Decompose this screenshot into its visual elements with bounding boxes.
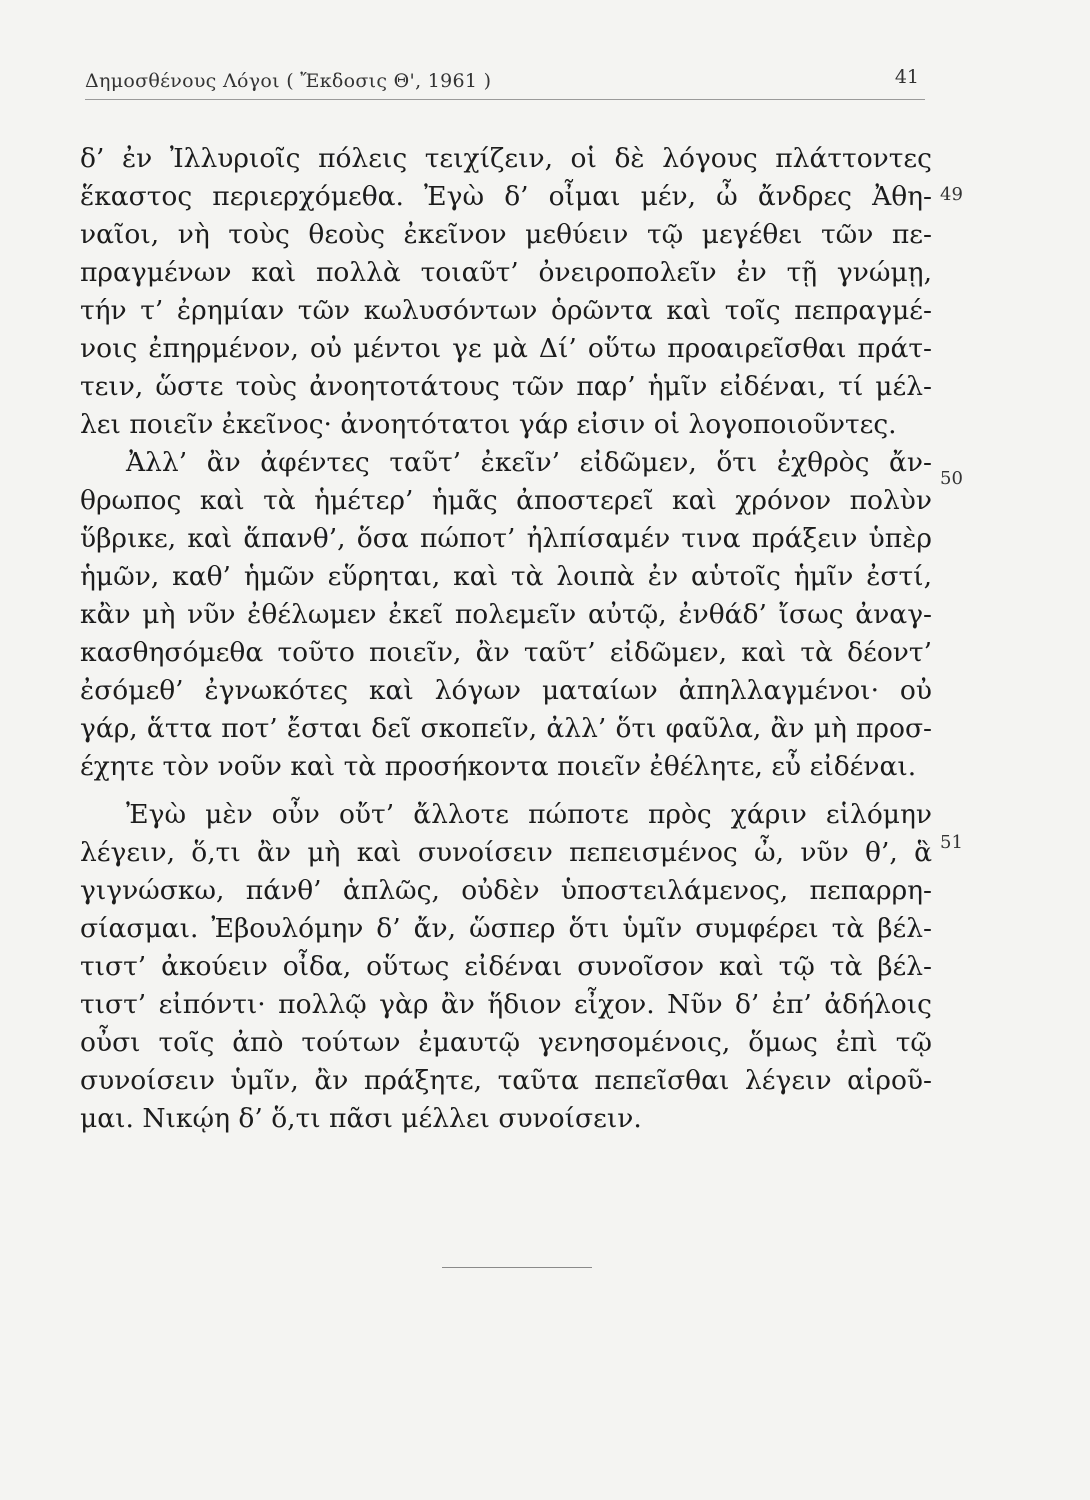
text-line: γάρ, ἅττα ποτ’ ἔσται δεῖ σκοπεῖν, ἀλλ’ ὅτι φαῦλα, ἂν μὴ προσ- <box>80 713 932 744</box>
text-line: ἕκαστος περιερχόμεθα. Ἐγὼ δ’ οἶμαι μέν, ὦ ἄνδρες Ἀθη- <box>80 181 932 212</box>
text-line: πραγμένων καὶ πολλὰ τοιαῦτ’ ὀνειροπολεῖν ἐν τῇ γνώμῃ, <box>80 257 932 288</box>
header-title: Δημοσθένους Λόγοι ( Ἔκδοσις Θ', 1961 ) <box>85 70 492 92</box>
text-line: έχητε τὸν νοῦν καὶ τὰ προσήκοντα ποιεῖν ἐθέλητε, εὖ εἰδέναι. <box>80 751 917 782</box>
text-line: σίασμαι. Ἐβουλόμην δ’ ἄν, ὥσπερ ὅτι ὑμῖν συμφέρει τὰ βέλ- <box>80 913 932 944</box>
text-line: ναῖοι, νὴ τοὺς θεοὺς ἐκεῖνον μεθύειν τῷ μεγέθει τῶν πε- <box>80 219 932 250</box>
margin-section-number: 49 <box>940 184 963 205</box>
text-line: τιστ’ εἰπόντι· πολλῷ γὰρ ἂν ἥδιον εἶχον. Νῦν δ’ ἐπ’ ἀδήλοις <box>80 989 932 1020</box>
text-line: λέγειν, ὅ,τι ἂν μὴ καὶ συνοίσειν πεπεισμένος ὦ, νῦν θ’, ἃ <box>80 837 932 868</box>
text-line: τιστ’ ἀκούειν οἶδα, οὕτως εἰδέναι συνοῖσον καὶ τῷ τὰ βέλ- <box>80 951 932 982</box>
text-line: νοις ἐπηρμένον, οὐ μέντοι γε μὰ Δί’ οὕτω προαιρεῖσθαι πράτ- <box>80 333 932 364</box>
header-rule <box>85 99 925 100</box>
text-line: ὕβρικε, καὶ ἅπανθ’, ὅσα πώποτ’ ἠλπίσαμέν τινα πράξειν ὑπὲρ <box>80 523 932 554</box>
margin-section-number: 51 <box>940 832 963 853</box>
text-line: δ’ ἐν Ἰλλυριοῖς πόλεις τειχίζειν, οἱ δὲ λόγους πλάττοντες <box>80 143 932 174</box>
text-line: ἐσόμεθ’ ἐγνωκότες καὶ λόγων ματαίων ἀπηλλαγμένοι· οὐ <box>80 675 932 706</box>
text-line: μαι. Νικῴη δ’ ὅ,τι πᾶσι μέλλει συνοίσειν. <box>80 1103 642 1134</box>
text-line: κἂν μὴ νῦν ἐθέλωμεν ἐκεῖ πολεμεῖν αὐτῷ, ἐνθάδ’ ἴσως ἀναγ- <box>80 599 932 630</box>
text-line: θρωπος καὶ τὰ ἡμέτερ’ ἡμᾶς ἀποστερεῖ καὶ χρόνον πολὺν <box>80 485 932 516</box>
running-header <box>85 66 925 104</box>
text-line: λει ποιεῖν ἐκεῖνος· ἀνοητότατοι γάρ εἰσιν οἱ λογοποιοῦντες. <box>80 409 897 440</box>
text-line: τήν τ’ ἐρημίαν τῶν κωλυσόντων ὁρῶντα καὶ τοῖς πεπραγμέ- <box>80 295 932 326</box>
text-line: οὖσι τοῖς ἀπὸ τούτων ἐμαυτῷ γενησομένοις, ὅμως ἐπὶ τῷ <box>80 1027 932 1058</box>
text-line: Ἀλλ’ ἂν ἀφέντες ταῦτ’ ἐκεῖν’ εἰδῶμεν, ὅτι ἐχθρὸς ἄν- <box>126 447 932 478</box>
end-rule <box>442 1267 592 1268</box>
text-line: Ἐγὼ μὲν οὖν οὔτ’ ἄλλοτε πώποτε πρὸς χάριν εἱλόμην <box>126 799 932 830</box>
text-line: ἡμῶν, καθ’ ἡμῶν εὕρηται, καὶ τὰ λοιπὰ ἐν αὑτοῖς ἡμῖν ἐστί, <box>80 561 932 592</box>
margin-section-number: 50 <box>940 468 963 489</box>
text-line: κασθησόμεθα τοῦτο ποιεῖν, ἂν ταῦτ’ εἰδῶμεν, καὶ τὰ δέοντ’ <box>80 637 932 668</box>
text-line: γιγνώσκω, πάνθ’ ἁπλῶς, οὐδὲν ὑποστειλάμενος, πεπαρρη- <box>80 875 932 906</box>
text-line: συνοίσειν ὑμῖν, ἂν πράξητε, ταῦτα πεπεῖσθαι λέγειν αἱροῦ- <box>80 1065 932 1096</box>
text-line: τειν, ὥστε τοὺς ἀνοητοτάτους τῶν παρ’ ἡμῖν εἰδέναι, τί μέλ- <box>80 371 932 402</box>
page-number: 41 <box>894 66 919 88</box>
